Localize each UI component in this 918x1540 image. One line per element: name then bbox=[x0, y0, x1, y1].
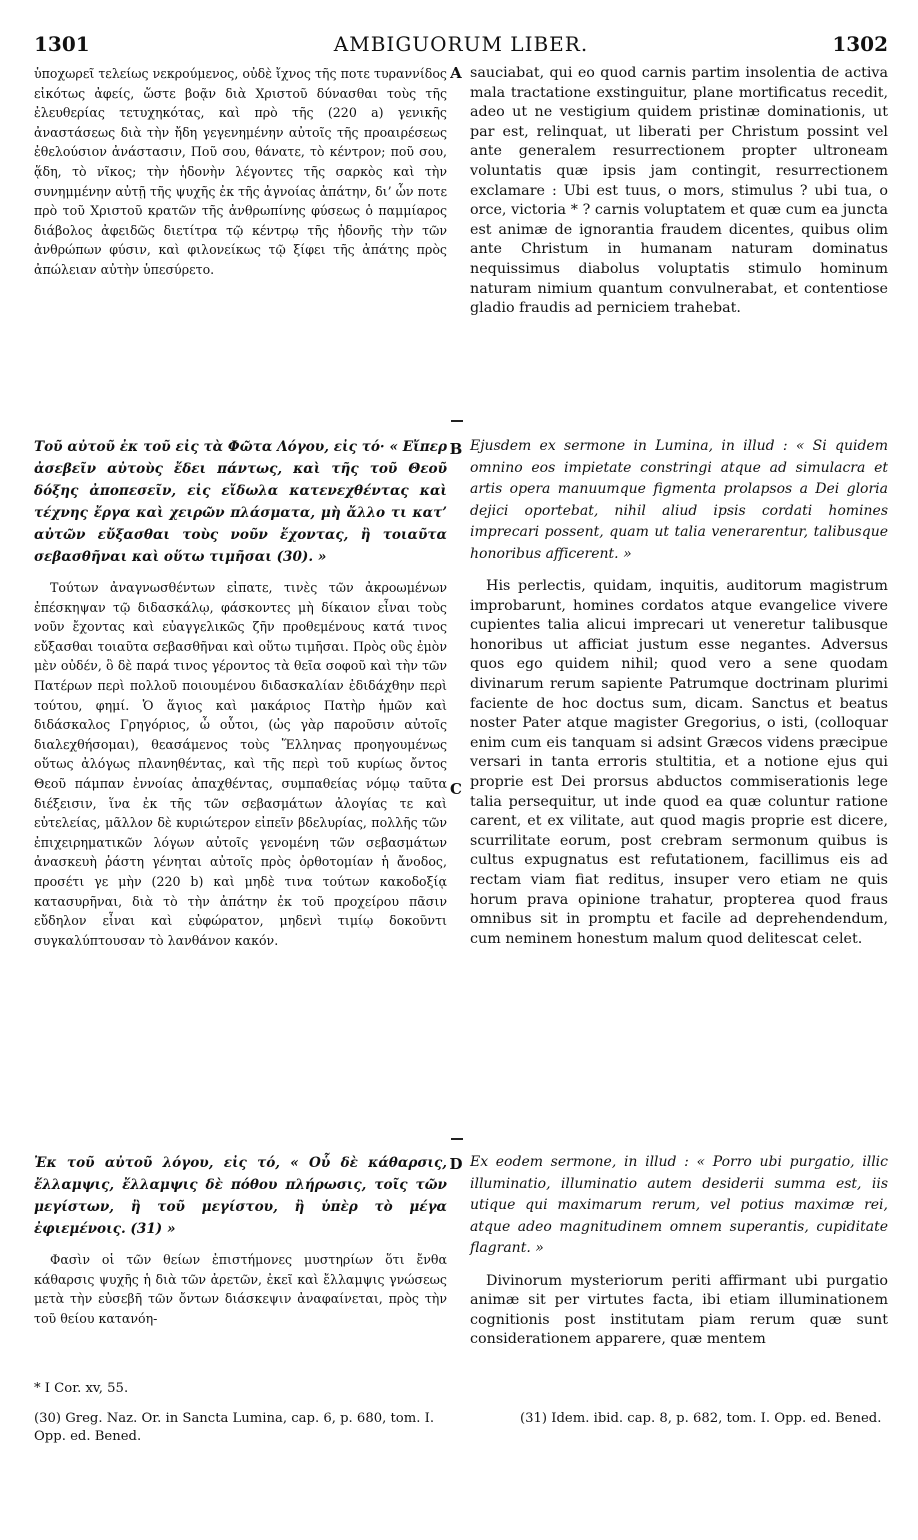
greek-column bbox=[34, 64, 447, 280]
latin-column bbox=[470, 436, 888, 949]
running-title: AMBIGUORUM LIBER. bbox=[333, 32, 589, 56]
running-header bbox=[34, 32, 888, 58]
page-number-left: 1301 bbox=[34, 32, 90, 56]
section-1 bbox=[34, 64, 888, 414]
latin-column bbox=[470, 1152, 888, 1350]
margin-marker-d: D bbox=[449, 1155, 463, 1173]
margin-marker-a: A bbox=[450, 64, 462, 82]
greek-lemma-title: Τοῦ αὐτοῦ ἐκ τοῦ εἰς τὰ Φῶτα Λόγου, εἰς τό· « Εἴπερ ἀσεβεῖν αὐτοὺς ἔδει πάντως, καὶ τῆς τοῦ Θεοῦ δόξης ἀποπεσεῖν, εἰς εἴδωλα κατενεχθέντας καὶ τέχνης ἔργα καὶ χειρῶν πλάσματα, μὴ ἄλλο τι κατ’ αὐτῶν εὔξασθαι τοὺς νοῦν ἔχοντας, ἢ τοιαῦτα σεβασθῆναι καὶ οὕτω τιμῆσαι (30). » bbox=[34, 439, 447, 565]
latin-column bbox=[470, 64, 888, 319]
footnote-30: (30) Greg. Naz. Or. in Sancta Lumina, cap. 6, p. 680, tom. I. Opp. ed. Bened. bbox=[34, 1411, 435, 1444]
section-3 bbox=[34, 1152, 888, 1377]
greek-column bbox=[34, 1152, 447, 1328]
latin-paragraph: sauciabat, qui eo quod carnis partim insolentia de activa mala tractatione exstinguitur, plane mortificatus recedit, adeo ut ne vestigium quidem pristinæ dominationis, ut par est, relinquat, ut liberati per Christum possint vel ante generalem resurrectionem propter ultroneam voluntatis quæ ipsis jam contingit, resurrectionem exclamare : Ubi est tuus, o mors, stimulus ? ubi tua, o orce, victoria * ? carnis voluptatem et quæ cum ea juncta est animæ de ignorantia fraudem dicentes, quibus olim ante Christum in humanam naturam dominatus nequissimus diabolus voluptatis stimulo hominum naturam nimium quantum convulnerabat, et contentiose gladio fraudis ad perniciem trahebat. bbox=[470, 65, 888, 317]
section-divider bbox=[451, 1138, 463, 1140]
section-divider bbox=[451, 420, 463, 422]
greek-paragraph: Τούτων ἀναγνωσθέντων εἰπατε, τινὲς τῶν ἀκροωμένων ἐπέσκηψαν τῷ διδασκάλῳ, φάσκοντες μὴ δίκαιον εἶναι τοὺς νοῦν ἔχοντας καὶ εὐαγγελικῶς ζῆν προθεμένους κατά τινος εὔξασθαι τοιαῦτα σεβασθῆναι καὶ οὕτω τιμῆσαι. Πρὸς οὓς ἐμὸν μὲν οὐδέν, ὃ δὲ παρά τινος γέροντος τὰ θεῖα σοφοῦ καὶ τὴν τῶν Πατέρων περὶ πολλοῦ ποιουμένου διδασκαλίαν ἐδιδάχθην περὶ τούτου, φημί. Ὁ ἅγιος καὶ μακάριος Πατὴρ ἡμῶν καὶ διδάσκαλος Γρηγόριος, ὦ οὗτοι, (ὡς γὰρ παροῦσιν αὐτοῖς διαλεχθήσομαι), θεασάμενος τοὺς Ἕλληνας προηγουμένως οὕτως ἀλόγως πλανηθέντας, καὶ τῆς περὶ τοῦ κυρίως ὄντος Θεοῦ πάμπαν ἐννοίας ἀπαχθέντας, συμπαθείας νόμῳ ταῦτα διέξεισιν, ἵνα ἐκ τῆς τῶν σεβασμάτων ἀλογίας τε καὶ εὐτελείας, μᾶλλον δὲ κυριώτερον εἰπεῖν βδελυρίας, πολλῆς τῶν ἐπιχειρηματικῶν λόγων αὐτοῖς γενομένη τῶν σεβασμάτων ἀνασκευὴ ῥάστη γένηται αὐτοῖς πρὸς ὀρθοτομίαν ἡ ἄνοδος, προσέτι γε μὴν (220 b) καὶ μηδὲ τινα τούτων κακοδοξίᾳ κατασυρῆναι, διὰ τὸ τὴν ἀπάτην ἐκ τοῦ προχείρου πᾶσιν εὔδηλον εἶναι καὶ εὐφώρατον, μηδενὶ τιμίῳ δοκοῦντι συγκαλύπτουσαν τὸ λανθάνον κακόν. bbox=[34, 580, 447, 948]
margin-marker-b: B bbox=[449, 440, 463, 458]
latin-paragraph: Divinorum mysteriorum periti affirmant ubi purgatio animæ sit per virtutes facta, ibi etiam illuminationem cognitionis post institutam piam rerum quæ sunt considerationem apparere, quæ mentem bbox=[470, 1272, 888, 1348]
greek-lemma-title: Ἐκ τοῦ αὐτοῦ λόγου, εἰς τό, « Οὗ δὲ κάθαρσις, ἔλλαμψις, ἔλλαμψις δὲ πόθου πλήρωσις, τοῖς τῶν μεγίστων, ἢ τοῦ μεγίστου, ἢ ὑπὲρ τὸ μέγα ἐφιεμένοις. (31) » bbox=[34, 1155, 447, 1237]
footnote-scripture: * I Cor. xv, 55. bbox=[34, 1381, 129, 1396]
latin-lemma-title: Ex eodem sermone, in illud : « Porro ubi purgatio, illic illuminatio, illuminatio autem desiderii summa est, iis utique qui maximarum rerum, vel potius maximæ rei, atque adeo magnitudinem omnem superantis, cupiditate flagrant. » bbox=[470, 1154, 888, 1256]
margin-marker-c: C bbox=[450, 780, 462, 798]
footnote-31: (31) Idem. ibid. cap. 8, p. 682, tom. I. Opp. ed. Bened. bbox=[520, 1411, 882, 1426]
greek-paragraph: ὑποχωρεῖ τελείως νεκρούμενος, οὐδὲ ἴχνος τῆς ποτε τυραννίδος εἰκότως ἀφείς, ὥστε βοᾷν διὰ Χριστοῦ δύνασθαι τοὺς τῆς ἐλευθερίας τετυχηκότας, καὶ πρὸ τῆς (220 a) γενικῆς ἀναστάσεως διὰ τὴν ἤδη γεγενημένην αὐτοῖς τῆς προαιρέσεως ἐθελούσιον ἀνάστασιν, Ποῦ σου, θάνατε, τὸ κέντρον; ποῦ σου, ᾅδη, τὸ νῖκος; τὴν ἡδονὴν λέγοντες τῆς σαρκὸς καὶ τὴν συνημμένην αὐτῇ τῆς ψυχῆς ἐκ τῆς ἀγνοίας ἀπάτην, δι’ ὧν ποτε πρὸ τοῦ Χριστοῦ κρατῶν τῆς ἀνθρωπίνης φύσεως ὁ παμμίαρος διάβολος ἀφειδῶς διετίτρα τῷ κέντρῳ τῆς ἡδονῆς τὴν τῶν ἀνθρώπων φύσιν, καὶ φιλονείκως τῷ ξίφει τῆς ἀπάτης πρὸς ἀπώλειαν αὐτὴν ὑπεσύρετο. bbox=[34, 66, 447, 277]
greek-column bbox=[34, 436, 447, 950]
latin-paragraph: His perlectis, quidam, inquitis, auditorum magistrum improbarunt, homines cordatos atque evangelice vivere cupientes talia alicui imprecari ut veneretur talibusque honoribus ut afficiat justum esse negantes. Adversus quos ego quidem nihil; quod vero a sene quodam divinarum rerum sapiente Patrumque doctrinam plurimi faciente de hoc doctus sum, dicam. Sanctus et beatus noster Pater atque magister Gregorius, o isti, (colloquar enim cum eis tanquam si adsint Græcos videns præcipue versari in tanta erroris stultitia, et a notione ejus qui proprie est Dei prorsus abductos commiserationis lege talia persequitur, ut inde quod ea quæ coluntur ratione carent, et ex vilitate, aut quod magis proprie est dicere, scurrilitate eorum, post crebram sermonum quibus is cultus expugnatus est refutationem, facillimus eis ad rectam viam fiat reditus, insuper vero etiam ne quis horum prava opinione trahatur, propterea quod fraus omnibus sit in promptu et facile ad deprehendendum, cum neminem honestum malum quod delitescat celet. bbox=[470, 578, 888, 947]
page-number-right: 1302 bbox=[832, 32, 888, 56]
latin-lemma-title: Ejusdem ex sermone in Lumina, in illud : « Si quidem omnino eos impietate constringi atque ad simulacra et artis opera manuumque figmenta prolapsos a Dei gloria dejici oportebat, nihil aliud ipsis cordati homines imprecari possent, quam ut talia venerarentur, talibusque honoribus afficerent. » bbox=[470, 438, 888, 562]
greek-paragraph: Φασὶν οἱ τῶν θείων ἐπιστήμονες μυστηρίων ὅτι ἔνθα κάθαρσις ψυχῆς ἡ διὰ τῶν ἀρετῶν, ἐκεῖ καὶ ἔλλαμψις γνώσεως μετὰ τὴν εὐσεβῆ τῶν ὄντων διάσκεψιν ἀναφαίνεται, πρὸς τὴν τοῦ θείου κατανόη- bbox=[34, 1252, 447, 1326]
footnotes-right bbox=[520, 1380, 888, 1440]
footnotes-left bbox=[34, 1380, 454, 1458]
